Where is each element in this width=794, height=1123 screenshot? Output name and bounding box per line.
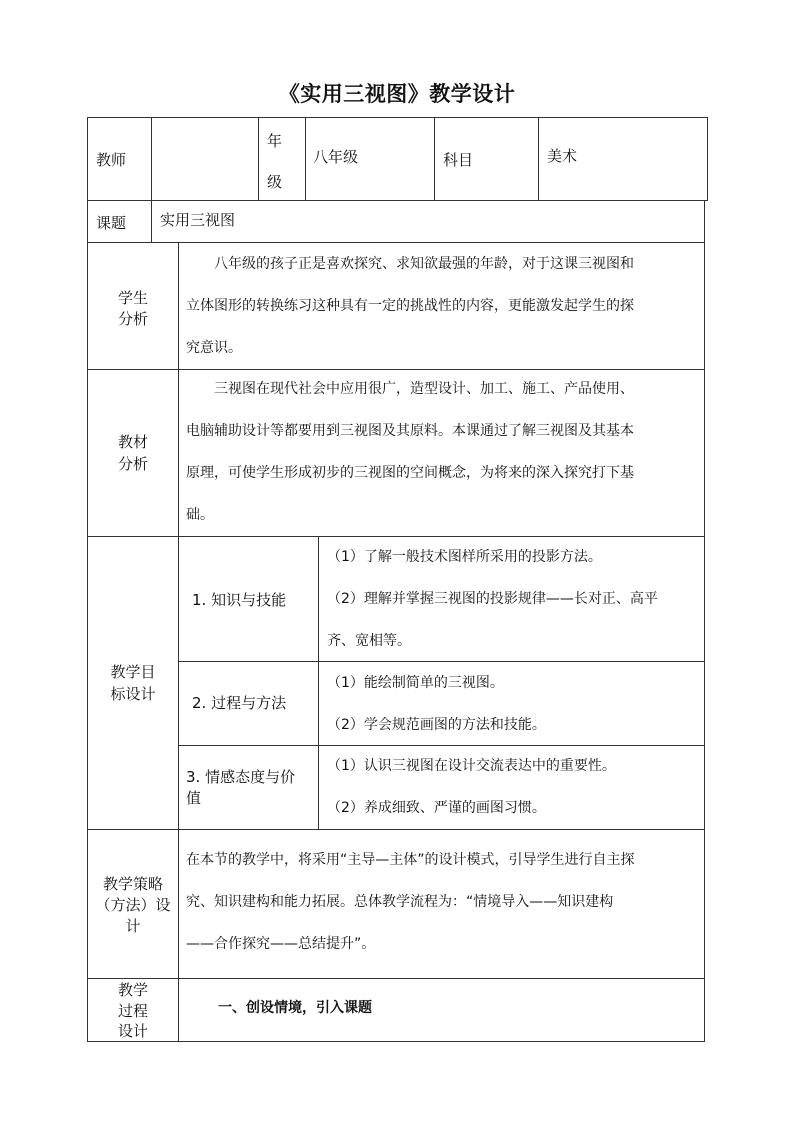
objective-3-name-1: 3. 情感态度与价 [186,768,296,786]
strategy-line-2: 究、知识建构和能力拓展。总体教学流程为：“情境导入——知识建构 [186,894,614,910]
strategy-line-3: ——合作探究——总结提升”。 [186,936,376,952]
teacher-label: 教师 [96,151,127,169]
objective-2-name: 2. 过程与方法 [192,694,287,712]
objective-2-line-2: （2）学会规范画图的方法和技能。 [327,717,546,733]
objective-1-name: 1. 知识与技能 [192,591,287,609]
grade-value: 八年级 [313,148,359,166]
strategy-label-1: 教学策略 [102,875,163,893]
objective-1-text [327,536,702,662]
objective-1-line-3: 齐、宽相等。 [327,633,411,649]
material-analysis-line-1: 三视图在现代社会中应用很广，造型设计、加工、施工、产品使用、 [214,381,634,397]
objective-2-line-1: （1）能绘制简单的三视图。 [327,675,504,691]
subject-label: 科目 [443,151,474,169]
objectives-label-1: 教学目 [110,663,156,681]
material-analysis-label-2: 分析 [117,455,148,473]
objective-1-line-2: （2）理解并掌握三视图的投影规律——长对正、高平 [327,591,658,607]
material-analysis-line-3: 原理，可使学生形成初步的三视图的空间概念，为将来的深入探究打下基 [186,465,634,481]
material-analysis-text [186,368,702,536]
grade-label-1: 年 [267,132,283,150]
process-label-3: 设计 [117,1022,148,1040]
student-analysis-line-3: 究意识。 [186,340,242,356]
material-analysis-line-4: 础。 [186,507,214,523]
objective-3-name-2: 值 [186,789,202,807]
process-section-1-heading: 一、创设情境，引入课题 [218,1000,372,1016]
document-title: 《实用三视图》教学设计 [278,82,516,106]
material-analysis-label-1: 教材 [117,433,148,451]
strategy-line-1: 在本节的教学中，将采用“主导—主体”的设计模式，引导学生进行自主探 [186,852,635,868]
grade-label-2: 级 [267,173,283,191]
student-analysis-line-2: 立体图形的转换练习这种具有一定的挑战性的内容，更能激发起学生的探 [186,298,634,314]
topic-label: 课题 [96,214,127,232]
student-analysis-line-1: 八年级的孩子正是喜欢探究、求知欲最强的年龄，对于这课三视图和 [214,256,634,272]
strategy-text [186,839,702,965]
process-label-2: 过程 [117,1002,148,1020]
topic-value: 实用三视图 [160,211,236,229]
student-analysis-text [186,243,702,369]
objective-3-line-1: （1）认识三视图在设计交流表达中的重要性。 [327,758,616,774]
strategy-label-3: 计 [125,917,141,935]
strategy-label-2: （方法）设 [95,896,171,914]
student-analysis-label-2: 分析 [117,310,148,328]
process-label-1: 教学 [117,981,148,999]
student-analysis-label-1: 学生 [117,289,148,307]
objective-1-line-1: （1）了解一般技术图样所采用的投影方法。 [327,549,602,565]
material-analysis-line-2: 电脑辅助设计等都要用到三视图及其原料。本课通过了解三视图及其基本 [186,423,634,439]
objective-3-text [327,745,702,829]
objectives-label-2: 标设计 [110,685,156,703]
subject-value: 美术 [547,147,578,165]
objective-2-text [327,662,702,746]
objective-3-line-2: （2）养成细致、严谨的画图习惯。 [327,800,546,816]
